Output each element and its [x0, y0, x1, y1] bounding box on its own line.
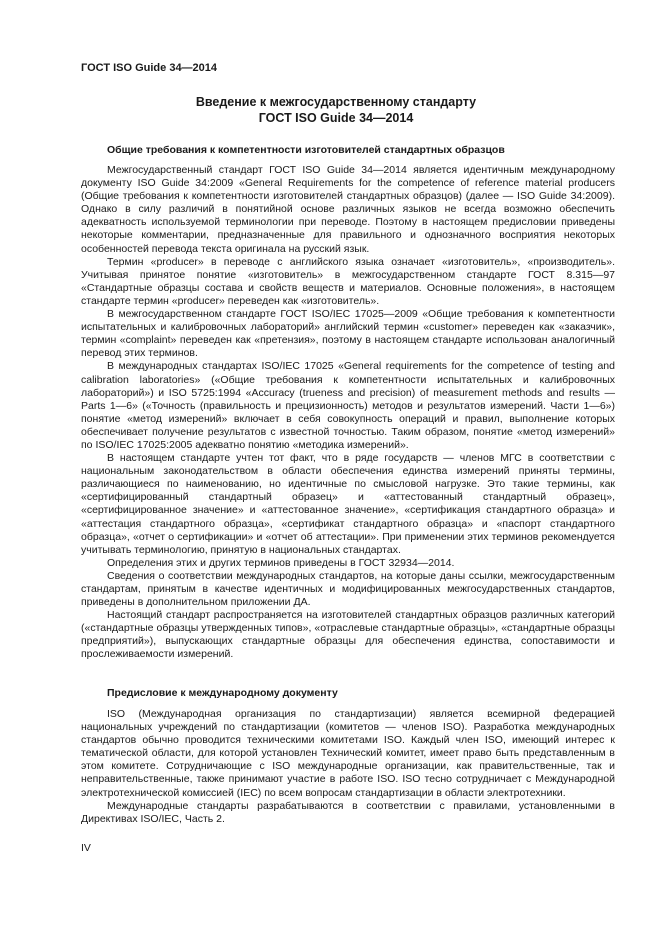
paragraph: Термин «producer» в переводе с английского языка означает «изготовитель», «производитель». Учитывая принятое понятие «изготовитель» в межгосударственном стандарте ГОСТ 8.315—97 «Стандартные образцы состава и свойств веществ и материалов. Основные положения», в настоящем стандарте термин «producer» переведен как «изготовитель».: [81, 255, 615, 307]
paragraph: В настоящем стандарте учтен тот факт, что в ряде государств — членов МГС в соответствии с национальным законодательством в области обеспечения единства измерений приняты термины, различающиеся по наименованию, но идентичные по смысловой нагрузке. Это такие термины, как «сертифицированный стандартный образец» и «аттестованный стандартный образец», «сертифицированное значение» и «аттестованное значение», «сертификация стандартного образца» и «аттестация стандартного образца», «сертификат стандартного образца» и «паспорт стандартного образца», «отчет о сертификации» и «отчет об аттестации». При применении этих терминов рекомендуется учитывать терминологию, принятую в национальных стандартах.: [81, 452, 615, 556]
paragraph: В международных стандартах ISO/IEC 17025 «General requirements for the competence of testing and calibration laboratories» («Общие требования к компетентности испытательных и калибровочных лабораторий») и ISO 5725:1994 «Accuracy (trueness and precision) of measurement methods and results — Parts 1—6» («Точность (правильность и прецизионность) методов и результатов измерений. Части 1—6») понятие «метод измерений» включает в себя совокупность операций и правил, выполнение которых обеспечивает получение результатов с известной точностью. Таким образом, понятие «метод измерений» по ISO/IEC 17025:2005 адекватно понятию «методика измерений».: [81, 360, 615, 451]
paragraph: Настоящий стандарт распространяется на изготовителей стандартных образцов различных категорий («стандартные образцы утвержденных типов», «отраслевые стандартные образцы», «стандартные образцы предприятий»), выпускающих стандартные образцы для обеспечения единства, сопоставимости и прослеживаемости измерений.: [81, 609, 615, 661]
section-heading-foreword: Предисловие к международному документу: [107, 687, 338, 699]
section-heading-requirements: Общие требования к компетентности изготовителей стандартных образцов: [107, 144, 505, 156]
page-title: [81, 94, 591, 126]
section-body-requirements: [81, 164, 615, 662]
paragraph: Международные стандарты разрабатываются в соответствии с правилами, установленными в Директивах ISO/IEC, Часть 2.: [81, 799, 615, 825]
title-line-1: Введение к межгосударственному стандарту: [195, 95, 477, 109]
document-code-header: ГОСТ ISO Guide 34—2014: [81, 62, 218, 74]
page-number: IV: [81, 842, 91, 854]
paragraph: В межгосударственном стандарте ГОСТ ISO/IEC 17025—2009 «Общие требования к компетентности испытательных и калибровочных лабораторий» английский термин «customer» переведен как «заказчик», термин «complaint» переведен как «претензия», поэтому в настоящем стандарте использован аналогичный перевод этих терминов.: [81, 308, 615, 360]
paragraph: ISO (Международная организация по стандартизации) является всемирной федерацией национальных учреждений по стандартизации (комитетов — членов ISO). Разработка международных стандартов обычно проводится техническими комитетами ISO. Каждый член ISO, имеющий интерес к тематической области, для которой установлен Технический комитет, имеет право быть представленным в этом комитете. Сотрудничающие с ISO международные организации, как правительственные, так и неправительственные, также принимают участие в работе ISO. ISO тесно сотрудничает с Международной электротехнической комиссией (IEC) по всем вопросам стандартизации в области электротехники.: [81, 708, 615, 799]
paragraph: Межгосударственный стандарт ГОСТ ISO Guide 34—2014 является идентичным международному документу ISO Guide 34:2009 «General Requirements for the competence of reference material producers (Общие требования к компетентности изготовителей стандартных образцов) (далее — ISO Guide 34:2009). Однако в силу различий в понятийной основе различных языков не всегда возможно обеспечить адекватность используемой терминологии при переводе. Поэтому в настоящем предисловии приведены некоторые комментарии, предназначенные для правильного и однозначного восприятия некоторых особенностей перевода текста оригинала на русский язык.: [81, 164, 615, 255]
paragraph: Сведения о соответствии международных стандартов, на которые даны ссылки, межгосударственным стандартам, принятым в качестве идентичных и модифицированных межгосударственных стандартов, приведены в дополнительном приложении ДА.: [81, 569, 615, 609]
section-body-foreword: [81, 708, 615, 826]
title-line-2: ГОСТ ISO Guide 34—2014: [258, 111, 414, 125]
paragraph: Определения этих и других терминов приведены в ГОСТ 32934—2014.: [107, 556, 455, 569]
